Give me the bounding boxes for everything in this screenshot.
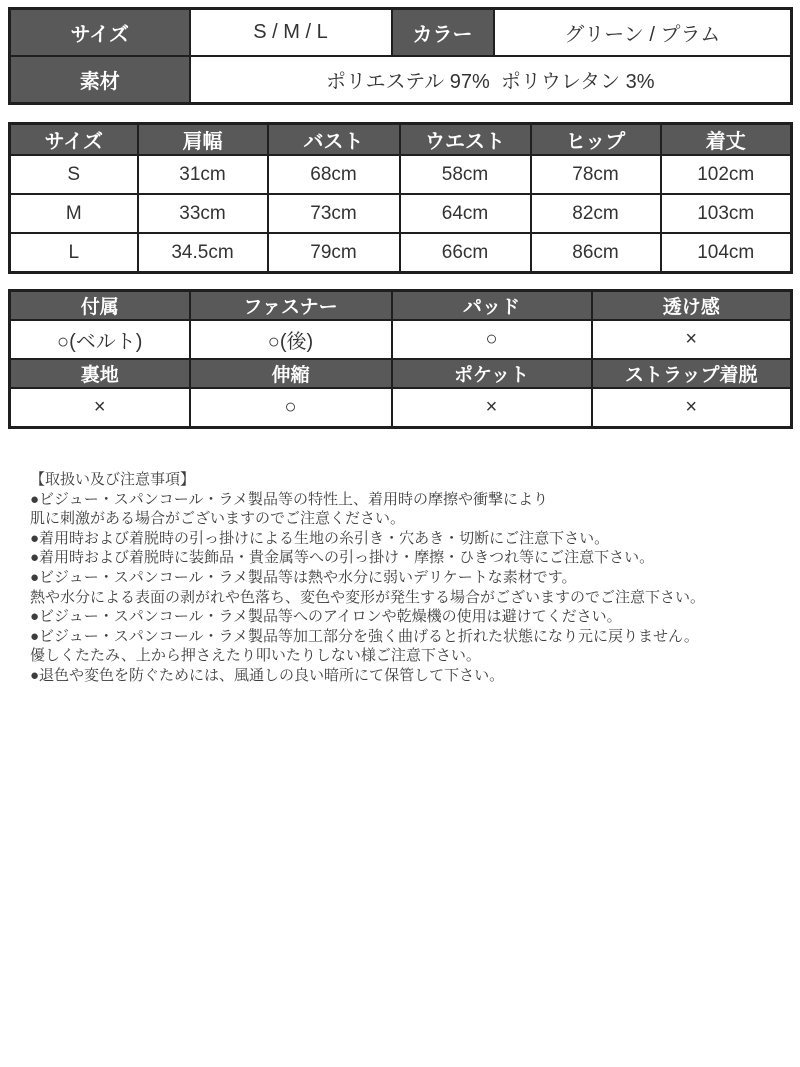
size-label-cell: サイズ bbox=[10, 9, 190, 57]
care-note-line: ●ビジュー・スパンコール・ラメ製品等加工部分を強く曲げると折れた状態になり元に戻りません。 bbox=[30, 627, 699, 645]
col-header-hip: ヒップ bbox=[531, 124, 661, 156]
cell-shoulder: 34.5cm bbox=[138, 233, 268, 273]
summary-row-material bbox=[10, 56, 792, 104]
care-notes bbox=[30, 470, 792, 686]
size-value-cell: S / M / L bbox=[190, 9, 392, 57]
cell-bust: 73cm bbox=[268, 194, 400, 233]
measurements-row-l bbox=[10, 233, 792, 273]
value-accessory: ○(ベルト) bbox=[10, 320, 190, 359]
care-notes-title: 【取扱い及び注意事項】 bbox=[30, 471, 196, 488]
header-fastener: ファスナー bbox=[190, 291, 392, 321]
care-note-line: 熱や水分による表面の剥がれや色落ち、変色や変形が発生する場合がございますのでご注意下さい。 bbox=[30, 588, 706, 606]
material-label-cell: 素材 bbox=[10, 56, 190, 104]
cell-hip: 82cm bbox=[531, 194, 661, 233]
cell-shoulder: 31cm bbox=[138, 155, 268, 194]
care-note-line: 肌に刺激がある場合がございますのでご注意ください。 bbox=[30, 510, 406, 528]
color-label-cell: カラー bbox=[392, 9, 494, 57]
features-value-row-1 bbox=[10, 320, 792, 359]
col-header-bust: バスト bbox=[268, 124, 400, 156]
cell-length: 103cm bbox=[661, 194, 792, 233]
cell-length: 104cm bbox=[661, 233, 792, 273]
header-lining: 裏地 bbox=[10, 359, 190, 388]
header-sheerness: 透け感 bbox=[592, 291, 792, 321]
value-sheerness: × bbox=[592, 320, 792, 359]
cell-bust: 68cm bbox=[268, 155, 400, 194]
features-header-row-1 bbox=[10, 291, 792, 321]
value-lining: × bbox=[10, 388, 190, 428]
cell-size: L bbox=[10, 233, 138, 273]
header-pocket: ポケット bbox=[392, 359, 592, 388]
care-note-line: ●ビジュー・スパンコール・ラメ製品等へのアイロンや乾燥機の使用は避けてください。 bbox=[30, 608, 622, 626]
cell-waist: 58cm bbox=[400, 155, 531, 194]
cell-hip: 78cm bbox=[531, 155, 661, 194]
cell-waist: 64cm bbox=[400, 194, 531, 233]
summary-table bbox=[8, 7, 793, 105]
value-strap: × bbox=[592, 388, 792, 428]
value-pad: ○ bbox=[392, 320, 592, 359]
cell-length: 102cm bbox=[661, 155, 792, 194]
care-note-line: ●着用時および着脱時に装飾品・貴金属等への引っ掛け・摩擦・ひきつれ等にご注意下さい。 bbox=[30, 549, 655, 567]
color-value-cell: グリーン / プラム bbox=[494, 9, 792, 57]
cell-size: M bbox=[10, 194, 138, 233]
care-note-line: ●ビジュー・スパンコール・ラメ製品等の特性上、着用時の摩擦や衝撃により bbox=[30, 490, 549, 508]
col-header-length: 着丈 bbox=[661, 124, 792, 156]
value-fastener: ○(後) bbox=[190, 320, 392, 359]
cell-waist: 66cm bbox=[400, 233, 531, 273]
measurements-row-m bbox=[10, 194, 792, 233]
care-note-line: ●着用時および着脱時の引っ掛けによる生地の糸引き・穴あき・切断にご注意下さい。 bbox=[30, 529, 610, 547]
features-table bbox=[8, 289, 793, 429]
cell-bust: 79cm bbox=[268, 233, 400, 273]
cell-hip: 86cm bbox=[531, 233, 661, 273]
value-stretch: ○ bbox=[190, 388, 392, 428]
header-accessory: 付属 bbox=[10, 291, 190, 321]
col-header-size: サイズ bbox=[10, 124, 138, 156]
care-note-line: ●ビジュー・スパンコール・ラメ製品等は熱や水分に弱いデリケートな素材です。 bbox=[30, 568, 577, 586]
measurements-table bbox=[8, 122, 793, 274]
header-stretch: 伸縮 bbox=[190, 359, 392, 388]
care-note-line: 優しくたたみ、上から押さえたり叩いたりしない様ご注意下さい。 bbox=[30, 647, 481, 665]
features-header-row-2 bbox=[10, 359, 792, 388]
col-header-shoulder: 肩幅 bbox=[138, 124, 268, 156]
cell-shoulder: 33cm bbox=[138, 194, 268, 233]
cell-size: S bbox=[10, 155, 138, 194]
summary-row-size-color bbox=[10, 9, 792, 57]
header-strap: ストラップ着脱 bbox=[592, 359, 792, 388]
measurements-header-row bbox=[10, 124, 792, 156]
measurements-row-s bbox=[10, 155, 792, 194]
care-note-line: ●退色や変色を防ぐためには、風通しの良い暗所にて保管して下さい。 bbox=[30, 666, 505, 684]
header-pad: パッド bbox=[392, 291, 592, 321]
material-value-cell: ポリエステル 97% ポリウレタン 3% bbox=[190, 56, 792, 104]
features-value-row-2 bbox=[10, 388, 792, 428]
col-header-waist: ウエスト bbox=[400, 124, 531, 156]
value-pocket: × bbox=[392, 388, 592, 428]
